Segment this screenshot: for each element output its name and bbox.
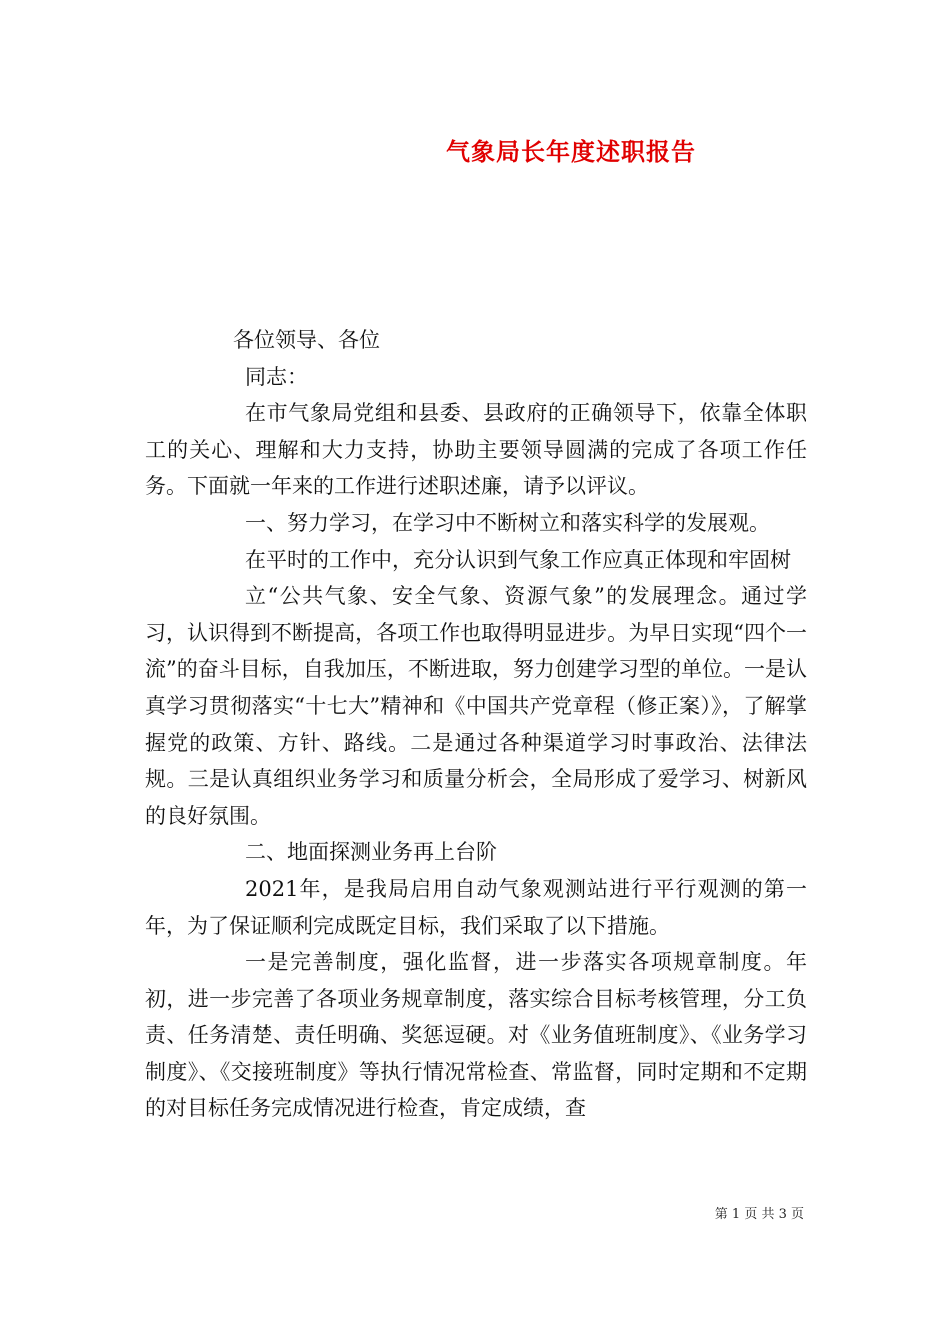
paragraph-intro: 在市气象局党组和县委、县政府的正确领导下，依靠全体职工的关心、理解和大力支持，协助主要领导圆满的完成了各项工作任务。下面就一年来的工作进行述职述廉，请予以评议。 bbox=[145, 401, 807, 499]
page-number-footer: 第 1 页 共 3 页 bbox=[714, 1207, 804, 1222]
document-title: 气象局长年度述职报告 bbox=[446, 137, 696, 166]
salutation-line-1: 各位领导、各位 bbox=[233, 328, 380, 352]
document-body bbox=[145, 322, 807, 1127]
section-heading-2: 二、地面探测业务再上台阶 bbox=[245, 840, 497, 865]
paragraph-section-2a: 2021年，是我局启用自动气象观测站进行平行观测的第一年，为了保证顺利完成既定目标，我们采取了以下措施。 bbox=[145, 876, 807, 938]
paragraph-section-1b: 立“公共气象、安全气象、资源气象”的发展理念。通过学习，认识得到不断提高，各项工作也取得明显进步。为早日实现“四个一流”的奋斗目标，自我加压，不断进取，努力创建学习型的单位。一是认真学习贯彻落实“十七大”精神和《中国共产党章程（修正案）》，了解掌握党的政策、方针、路线。二是通过各种渠道学习时事政治、法律法规。三是认真组织业务学习和质量分析会，全局形成了爱学习、树新风的良好氛围。 bbox=[145, 584, 807, 828]
salutation-line-2: 同志： bbox=[245, 364, 308, 389]
section-heading-1: 一、努力学习，在学习中不断树立和落实科学的发展观。 bbox=[245, 510, 770, 535]
paragraph-section-2b: 一是完善制度，强化监督，进一步落实各项规章制度。年初，进一步完善了各项业务规章制度，落实综合目标考核管理，分工负责、任务清楚、责任明确、奖惩逗硬。对《业务值班制度》、《业务学习制度》、《交接班制度》等执行情况常检查、常监督，同时定期和不定期的对目标任务完成情况进行检查，肯定成绩，查 bbox=[145, 950, 807, 1121]
paragraph-section-1a: 在平时的工作中，充分认识到气象工作应真正体现和牢固树 bbox=[245, 547, 791, 572]
